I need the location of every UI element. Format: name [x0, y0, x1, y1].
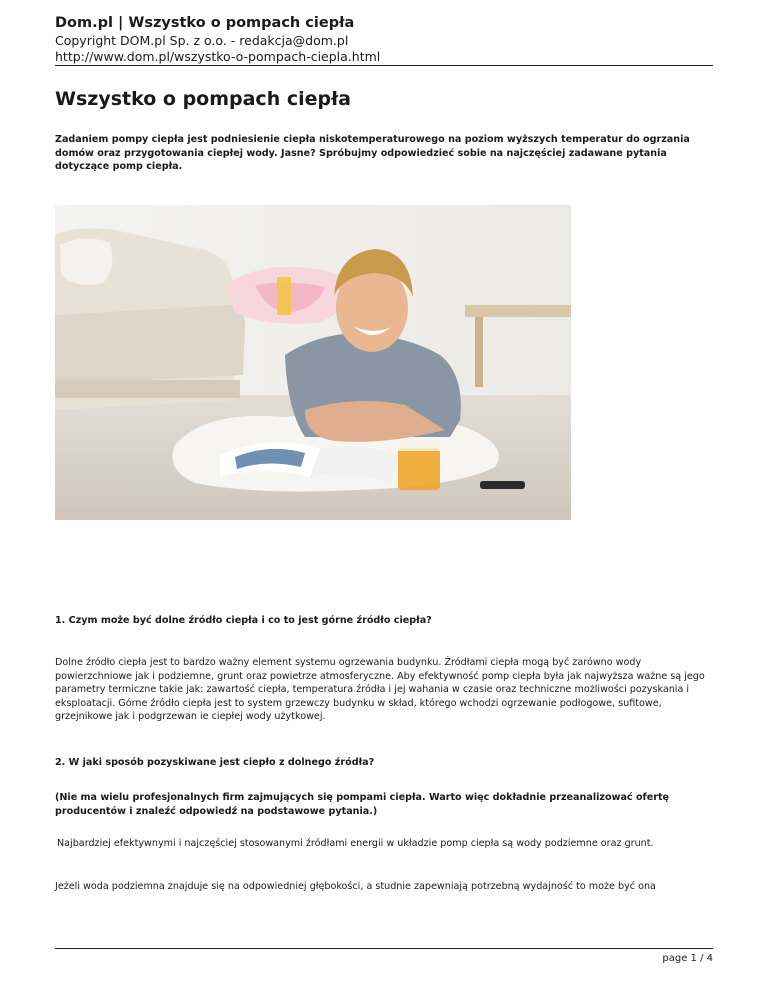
article-intro: Zadaniem pompy ciepła jest podniesienie ciepła niskotemperaturowego na poziom wyższych temperatur do ogrzania domów oraz przygotowania ciepłej wody. Jasne? Spróbujmy odpowiedzieć sobie na najczęściej zadawane pytania dotyczące pomp ciepła. [55, 134, 690, 172]
question-1-heading: 1. Czym może być dolne źródło ciepła i co to jest górne źródło ciepła? [55, 615, 432, 626]
site-title: Dom.pl | Wszystko o pompach ciepła [55, 15, 355, 31]
article-title: Wszystko o pompach ciepła [55, 88, 351, 110]
question-2-heading: 2. W jaki sposób pozyskiwane jest ciepło z dolnego źródła? [55, 757, 375, 768]
copyright-line: Copyright DOM.pl Sp. z o.o. - redakcja@dom.pl [55, 33, 349, 48]
answer-2-paragraph: Najbardziej efektywnymi i najczęściej stosowanymi źródłami energii w układzie pomp ciepła są wody podziemne oraz grunt. [57, 838, 654, 849]
article-photo [55, 205, 571, 520]
source-url[interactable]: http://www.dom.pl/wszystko-o-pompach-ciepla.html [55, 49, 381, 64]
answer-2-continued: Jeżeli woda podziemna znajduje się na odpowiedniej głębokości, a studnie zapewniają potrzebną wydajność to może być ona [55, 881, 656, 892]
page-number: page 1 / 4 [662, 953, 713, 964]
footer-divider [55, 948, 713, 949]
photo-illustration [55, 205, 571, 520]
answer-1-paragraph: Dolne źródło ciepła jest to bardzo ważny element systemu ogrzewania budynku. Źródłami ciepła mogą być zarówno wody powierzchniowe jak i podziemne, grunt oraz powietrze atmosferyczne. Aby efektywność pomp ciepła była jak najwyższa ważne są jego parametry termiczne takie jak: zawartość ciepła, temperatura źródła i jej wahania w czasie oraz techniczne możliwości pozyskania i eksploatacji. Górne źródło ciepła jest to system grzewczy budynku w skład, którego wchodzi ogrzewanie podłogowe, sufitowe, grzejnikowe jak i podgrzewan ie ciepłej wody użytkowej. [55, 657, 705, 722]
document-header [55, 14, 713, 65]
header-divider [55, 65, 713, 66]
editorial-note: (Nie ma wielu profesjonalnych firm zajmujących się pompami ciepła. Warto więc dokładnie przeanalizować ofertę producentów i znaleźć odpowiedź na podstawowe pytania.) [55, 792, 670, 817]
